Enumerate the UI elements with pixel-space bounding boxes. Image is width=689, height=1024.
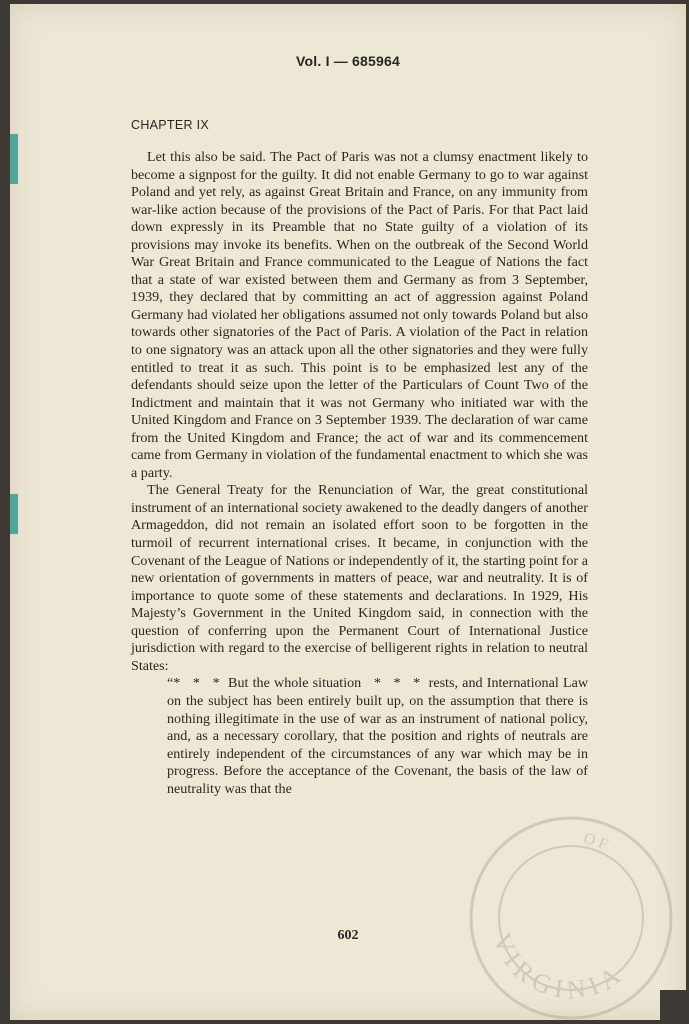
quote-text: International Law on the subject has been entirely built up, on the assumption that there is nothing illegitimate in the use of war as an instrument of national policy, and, as a necessary corollary, that the position and rights of neutrals are entirely independent of the circumstances of any war which may be in progress. Before the acceptance of the Covenant, the basis of the law of neutrality was that the bbox=[167, 675, 589, 797]
block-quote bbox=[167, 675, 588, 798]
quote-lead: “* * * But the whole situation * * * rests, and bbox=[167, 675, 483, 692]
chapter-heading: CHAPTER IX bbox=[131, 118, 210, 132]
svg-text:VIRGINIA: VIRGINIA bbox=[487, 929, 631, 1005]
svg-text:OF: OF bbox=[581, 830, 614, 855]
teal-tab-marker bbox=[10, 134, 18, 184]
torn-corner bbox=[660, 990, 689, 1024]
paragraph: The General Treaty for the Renunciation of War, the great constitutional instrument of an international society awakened to the deadly dangers of another Armageddon, did not remain an isolated effort soon to be forgotten in the turmoil of recurrent international crises. It became, in conjunction with the Covenant of the League of Nations or independently of it, the starting point for a new orientation of governments in matters of peace, war and neutrality. It is of importance to quote some of these statements and declarations. In 1929, His Majesty’s Government in the United Kingdom said, in connection with the question of conferring upon the Permanent Court of International Justice jurisdiction with regard to the exercise of belligerent rights in relation to neutral States: bbox=[131, 482, 588, 674]
volume-header: Vol. I — 685964 bbox=[296, 53, 400, 69]
document-page bbox=[10, 4, 686, 1020]
university-seal-watermark bbox=[465, 812, 677, 1024]
body-text bbox=[131, 149, 588, 798]
teal-tab-marker bbox=[10, 494, 18, 534]
page-number: 602 bbox=[337, 928, 359, 943]
paragraph: Let this also be said. The Pact of Paris was not a clumsy enactment likely to become a signpost for the guilty. It did not enable Germany to go to war against Poland and yet rely, as against Great Britain and France, on any immunity from war-like action because of the provisions of the Pact of Paris. For that Pact laid down expressly in its Preamble that no State guilty of a violation of its provisions may invoke its benefits. When on the outbreak of the Second World War Great Britain and France communicated to the League of Nations the fact that a state of war existed between them and Germany as from 3 September, 1939, they declared that by committing an act of aggression against Poland Germany had violated her obligations assumed not only towards Poland but also towards other signatories of the Pact of Paris. A violation of the Pact in relation to one signatory was an attack upon all the other signatories and they were fully entitled to treat it as such. This point is to be emphasized lest any of the defendants should seize upon the letter of the Particulars of Count Two of the Indictment and maintain that it was not Germany who initiated war with the United Kingdom and France on 3 September 1939. The declaration of war came from the United Kingdom and France; the act of war and its commencement came from Germany in violation of the fundamental enactment to which she was a party. bbox=[131, 149, 588, 481]
